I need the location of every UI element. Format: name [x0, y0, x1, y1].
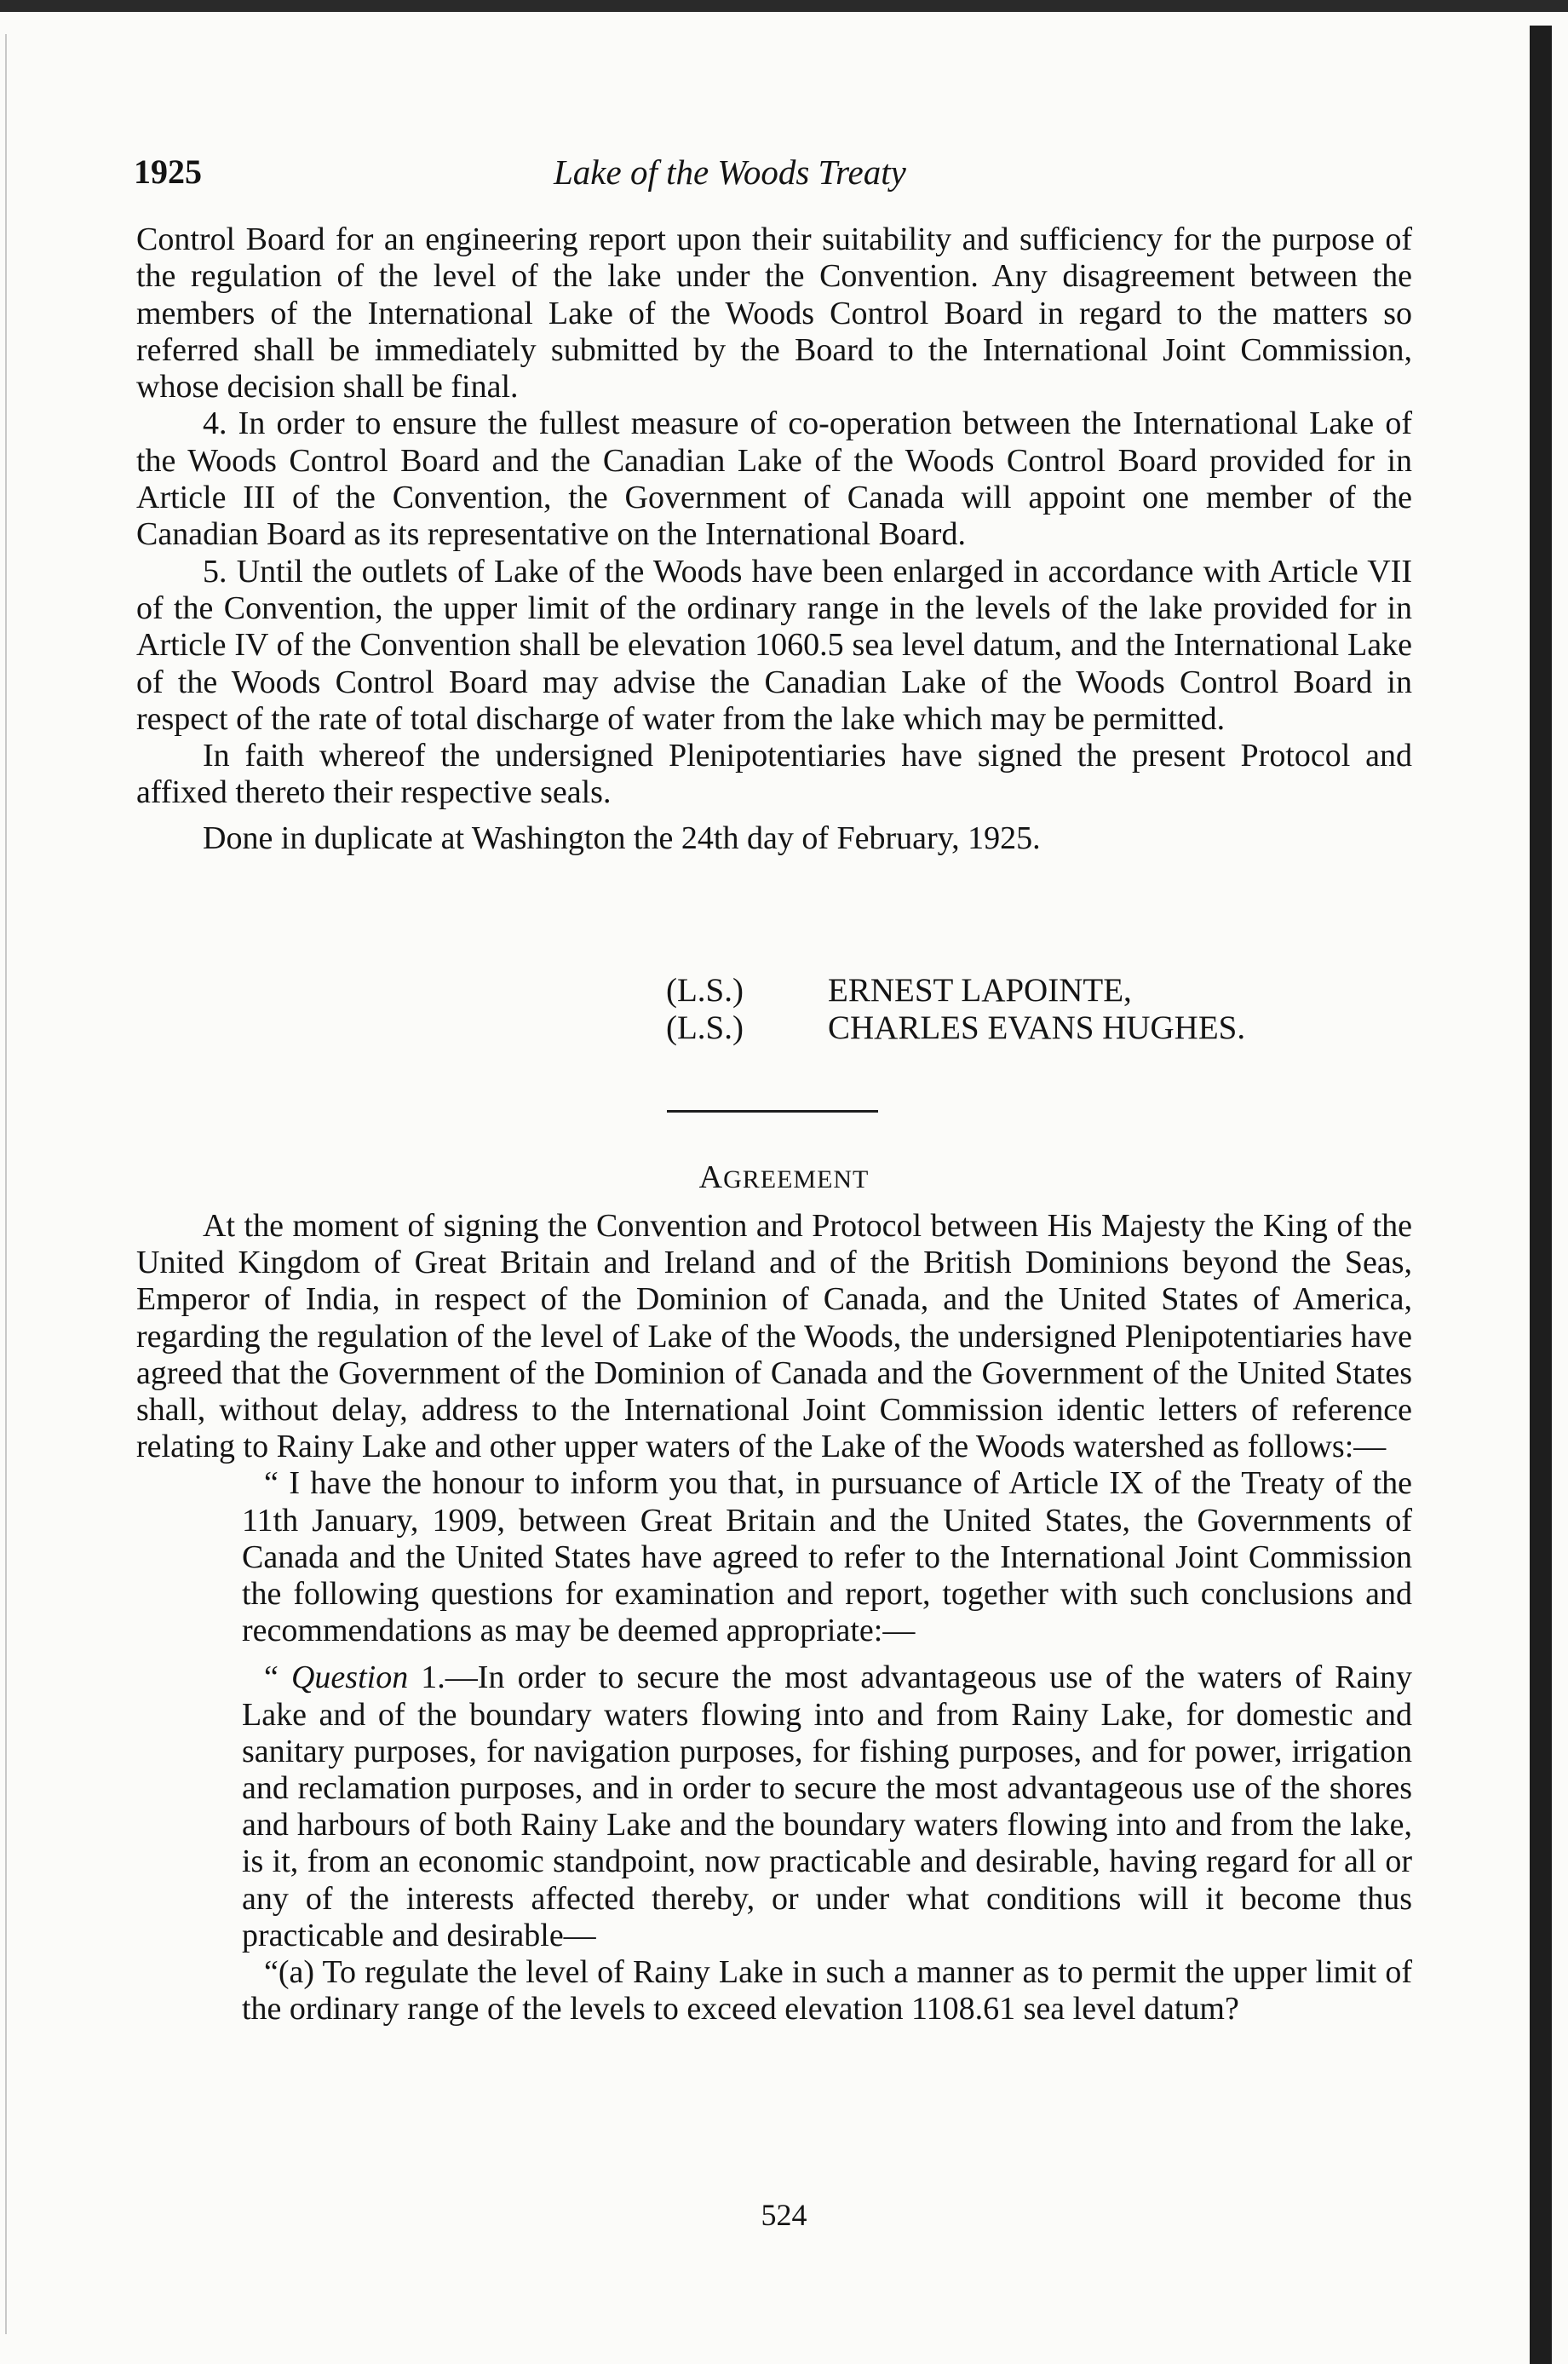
protocol-text [136, 221, 1412, 857]
question-1: “ Question 1.—In order to secure the most advantageous use of the waters of Rainy Lake and of the boundary waters flowing into and from Rainy Lake, for domestic and sanitary purposes, for navigation purposes, for fishing purposes, and for power, irrigation and reclamation purposes, and in order to secure the most advantageous use of the shores and harbours of both Rainy Lake and the boundary waters flowing into and from the lake, is it, from an economic standpoint, now practicable and desirable, having regard for all or any of the interests affected thereby, or under what conditions will it become thus practicable and desirable— [242, 1659, 1412, 1953]
signature-row [666, 1009, 1245, 1047]
section-divider [667, 1110, 878, 1113]
top-border [0, 0, 1568, 12]
signatory-name: ERNEST LAPOINTE, [828, 972, 1132, 1009]
quoted-letter [242, 1465, 1412, 2028]
seal-mark: (L.S.) [666, 972, 744, 1009]
question-item-a: “(a) To regulate the level of Rainy Lake in such a manner as to permit the upper limit of the ordinary range of the levels to exceed elevation 1108.61 sea level datum? [242, 1954, 1412, 2028]
signature-row [666, 972, 1245, 1009]
paragraph-5: 5. Until the outlets of Lake of the Woods have been enlarged in accordance with Article VII of the Convention, the upper limit of the ordinary range in the levels of the lake provided for in Article IV of the Convention shall be elevation 1060.5 sea level datum, and the International Lake of the Woods Control Board may advise the Canadian Lake of the Woods Control Board in respect of the rate of total discharge of water from the lake which may be permitted. [136, 553, 1412, 737]
signatory-name: CHARLES EVANS HUGHES. [828, 1009, 1246, 1046]
quote-paragraph: “ I have the honour to inform you that, in pursuance of Article IX of the Treaty of the 11th January, 1909, between Great Britain and the United States, the Governments of Canada and the United States have agreed to refer to the International Joint Commission the following questions for examination and report, together with such conclusions and recommendations as may be deemed appropriate:— [242, 1465, 1412, 1649]
header-title: Lake of the Woods Treaty [554, 152, 906, 192]
paragraph-in-faith: In faith whereof the undersigned Plenipotentiaries have signed the present Protocol and affixed thereto their respective seals. [136, 738, 1412, 811]
seal-mark: (L.S.) [666, 1009, 744, 1046]
agreement-heading: AGREEMENT [698, 1159, 870, 1195]
paragraph-done: Done in duplicate at Washington the 24th day of February, 1925. [203, 820, 1041, 856]
paragraph-4: 4. In order to ensure the fullest measure of co-operation between the International Lake of the Woods Control Board and the Canadian Lake of the Woods Control Board provided for in Article III of the Convention, the Government of Canada will appoint one member of the Canadian Board as its representative on the International Board. [136, 406, 1412, 553]
running-header [134, 152, 1411, 203]
header-year: 1925 [134, 152, 202, 191]
signature-block [666, 972, 1245, 1047]
agreement-text [136, 1208, 1412, 2028]
paragraph-continued: Control Board for an engineering report upon their suitability and sufficiency for the purpose of the regulation of the level of the lake under the Convention. Any disagreement between the members of the International Lake of the Woods Control Board in regard to the matters so referred shall be immediately submitted by the Board to the International Joint Commission, whose decision shall be final. [136, 221, 1412, 406]
page-number: 524 [761, 2198, 807, 2232]
agreement-intro: At the moment of signing the Convention and Protocol between His Majesty the King of the United Kingdom of Great Britain and Ireland and of the British Dominions beyond the Seas, Emperor of India, in respect of the Dominion of Canada, and the United States of America, regarding the regulation of the level of Lake of the Woods, the undersigned Plenipotentiaries have agreed that the Government of the Dominion of Canada and the Government of the United States shall, without delay, address to the International Joint Commission identic letters of reference relating to Rainy Lake and other upper waters of the Lake of the Woods watershed as follows:— [136, 1208, 1412, 1465]
